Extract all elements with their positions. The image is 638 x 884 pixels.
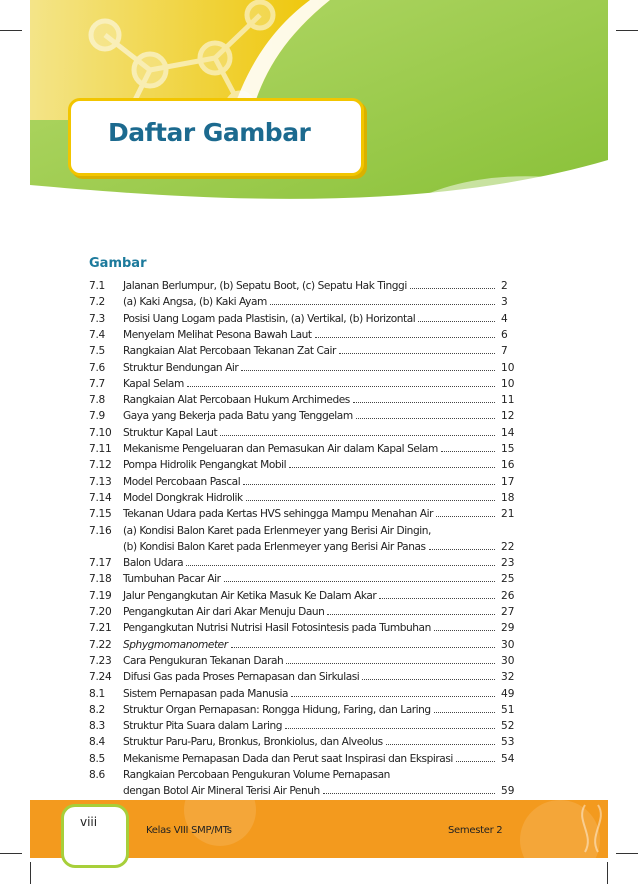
toc-entry-number: 7.11	[89, 443, 112, 455]
toc-entry-page: 12	[501, 410, 515, 423]
dot-leader	[246, 500, 495, 501]
toc-entry-page: 30	[501, 638, 515, 651]
toc-entry-page: 52	[501, 720, 515, 733]
toc-entry	[89, 684, 517, 700]
toc-entry-label: Cara Pengukuran Tekanan Darah	[123, 654, 284, 667]
toc-entry-number: 7.15	[89, 508, 112, 521]
toc-entry	[89, 439, 517, 455]
toc-entry-page: 3	[501, 296, 508, 309]
toc-entry	[89, 586, 517, 602]
toc-entry-number: 8.5	[89, 752, 105, 765]
toc-entry-page: 51	[501, 703, 515, 716]
toc-entry-label: Struktur Pita Suara dalam Laring	[123, 720, 283, 733]
toc-entry	[89, 667, 517, 683]
dot-leader	[434, 630, 495, 631]
toc-entry-label: Pompa Hidrolik Pengangkat Mobil	[123, 459, 287, 472]
dot-leader	[243, 484, 495, 485]
toc-entry-number: 7.13	[89, 475, 112, 488]
toc-entry-label: Struktur Bendungan Air	[123, 361, 239, 374]
toc-entry-number: 7.1	[89, 280, 105, 292]
figure-list	[89, 276, 517, 798]
page-number: viii	[80, 815, 98, 829]
dot-leader	[270, 304, 495, 305]
dot-leader	[285, 728, 495, 729]
toc-entry	[89, 732, 517, 748]
toc-entry-page: 25	[501, 573, 515, 586]
toc-entry	[89, 749, 517, 765]
footer-class-label: Kelas VIII SMP/MTs	[146, 825, 232, 836]
toc-entry	[89, 602, 517, 618]
crop-mark	[30, 862, 31, 884]
toc-entry	[89, 325, 517, 341]
toc-entry-page: 32	[501, 671, 515, 684]
toc-entry	[89, 569, 517, 585]
toc-entry-label: Struktur Paru-Paru, Bronkus, Bronkiolus, dan Alveolus	[123, 736, 383, 749]
toc-entry	[89, 390, 517, 406]
toc-entry	[89, 521, 517, 537]
dot-leader	[434, 712, 495, 713]
dot-leader	[231, 647, 495, 648]
toc-entry-page: 27	[501, 606, 515, 618]
toc-entry-page: 10	[501, 377, 515, 390]
toc-entry	[89, 423, 517, 439]
dot-leader	[441, 451, 495, 452]
dot-leader	[315, 337, 495, 338]
toc-entry-number: 8.2	[89, 703, 105, 716]
toc-entry-label: Mekanisme Pernapasan Dada dan Perut saat Inspirasi dan Ekspirasi	[123, 752, 453, 765]
toc-entry	[89, 537, 517, 553]
toc-entry-number: 7.21	[89, 622, 112, 635]
toc-entry	[89, 276, 517, 292]
toc-entry-number: 8.1	[89, 687, 105, 700]
toc-entry	[89, 504, 517, 520]
dot-leader	[456, 761, 495, 762]
toc-entry-number: 7.3	[89, 312, 105, 325]
toc-entry-page: 16	[501, 459, 515, 472]
dot-leader	[379, 598, 495, 599]
dot-leader	[436, 516, 495, 517]
dot-leader	[362, 679, 495, 680]
toc-entry	[89, 358, 517, 374]
toc-entry-page: 26	[501, 589, 515, 602]
toc-entry	[89, 635, 517, 651]
toc-entry-label: (a) Kondisi Balon Karet pada Erlenmeyer yang Berisi Air Dingin,	[123, 524, 431, 537]
dot-leader	[410, 288, 495, 289]
crop-mark	[607, 862, 608, 884]
toc-entry-label: Rangkaian Alat Percobaan Hukum Archimedes	[123, 394, 350, 407]
toc-entry-label: Jalur Pengangkutan Air Ketika Masuk Ke Dalam Akar	[123, 589, 377, 602]
toc-entry-label: Struktur Organ Pernapasan: Rongga Hidung, Faring, dan Laring	[123, 703, 431, 716]
dot-leader	[323, 793, 495, 794]
toc-entry-page: 14	[501, 426, 515, 439]
crop-mark	[0, 853, 22, 854]
toc-entry-page: 54	[501, 752, 515, 765]
toc-entry-label: (b) Kondisi Balon Karet pada Erlenmeyer yang Berisi Air Panas	[123, 540, 426, 553]
toc-entry-page: 30	[501, 654, 515, 667]
toc-entry	[89, 618, 517, 634]
toc-entry-page: 6	[501, 328, 508, 341]
crop-mark	[616, 853, 638, 854]
toc-entry-number: 7.22	[89, 638, 112, 651]
dot-leader	[429, 549, 495, 550]
toc-entry-number: 7.4	[89, 328, 105, 341]
toc-entry-label: Pengangkutan Air dari Akar Menuju Daun	[123, 606, 325, 618]
toc-entry-label: Model Dongkrak Hidrolik	[123, 491, 243, 504]
toc-entry-label: Jalanan Berlumpur, (b) Sepatu Boot, (c) Sepatu Hak Tinggi	[123, 280, 407, 292]
dot-leader	[418, 321, 495, 322]
toc-entry	[89, 309, 517, 325]
toc-entry-label: Tekanan Udara pada Kertas HVS sehingga Mampu Menahan Air	[123, 508, 434, 521]
page-title: Daftar Gambar	[108, 118, 311, 147]
dot-leader	[386, 744, 495, 745]
toc-entry-page: 29	[501, 622, 515, 635]
toc-entry-number: 7.20	[89, 606, 112, 618]
toc-entry	[89, 406, 517, 422]
toc-entry-page: 15	[501, 443, 515, 455]
toc-entry-number: 7.23	[89, 654, 112, 667]
toc-entry-label: dengan Botol Air Mineral Terisi Air Penuh	[123, 785, 320, 798]
dot-leader	[241, 370, 495, 371]
toc-entry	[89, 553, 517, 569]
toc-entry-label: (a) Kaki Angsa, (b) Kaki Ayam	[123, 296, 267, 309]
toc-entry-number: 7.14	[89, 491, 112, 504]
toc-entry-number: 8.3	[89, 720, 105, 733]
toc-entry-number: 7.7	[89, 377, 105, 390]
toc-entry	[89, 374, 517, 390]
toc-entry-label: Rangkaian Percobaan Pengukuran Volume Pernapasan	[123, 769, 390, 781]
dot-leader	[291, 696, 495, 697]
toc-entry	[89, 700, 517, 716]
dot-leader	[327, 614, 495, 615]
toc-entry-page: 7	[501, 345, 508, 358]
toc-entry-number: 7.18	[89, 573, 112, 586]
toc-entry-label: Posisi Uang Logam pada Plastisin, (a) Vertikal, (b) Horizontal	[123, 312, 416, 325]
toc-entry	[89, 341, 517, 357]
toc-entry	[89, 651, 517, 667]
toc-entry	[89, 716, 517, 732]
toc-entry	[89, 488, 517, 504]
dot-leader	[339, 353, 495, 354]
toc-entry-number: 7.24	[89, 671, 112, 684]
toc-entry	[89, 292, 517, 308]
toc-entry-number: 7.17	[89, 557, 112, 570]
toc-entry-number: 7.9	[89, 410, 105, 423]
footer-semester-label: Semester 2	[448, 825, 503, 836]
toc-entry-number: 7.10	[89, 426, 112, 439]
dot-leader	[286, 663, 495, 664]
toc-entry-page: 10	[501, 361, 515, 374]
toc-entry	[89, 765, 517, 781]
toc-entry-page: 59	[501, 785, 515, 798]
toc-entry-number: 7.5	[89, 345, 105, 358]
dot-leader	[224, 581, 495, 582]
toc-entry-label: Balon Udara	[123, 557, 184, 570]
toc-entry-label: Struktur Kapal Laut	[123, 426, 218, 439]
toc-entry-number: 7.2	[89, 296, 105, 309]
toc-entry	[89, 472, 517, 488]
toc-entry-number: 7.6	[89, 361, 105, 374]
toc-entry-label: Tumbuhan Pacar Air	[123, 573, 221, 586]
toc-entry-page: 4	[501, 312, 508, 325]
toc-entry-label: Gaya yang Bekerja pada Batu yang Tenggelam	[123, 410, 353, 423]
toc-entry-page: 53	[501, 736, 515, 749]
toc-entry-label: Sistem Pernapasan pada Manusia	[123, 687, 289, 700]
toc-entry-label: Rangkaian Alat Percobaan Tekanan Zat Cair	[123, 345, 336, 358]
page-badge	[61, 804, 129, 868]
toc-entry-page: 17	[501, 475, 515, 488]
toc-entry-page: 49	[501, 687, 515, 700]
toc-entry-number: 7.16	[89, 524, 112, 537]
dot-leader	[356, 418, 495, 419]
toc-entry	[89, 781, 517, 797]
toc-entry-label: Pengangkutan Nutrisi Nutrisi Hasil Fotosintesis pada Tumbuhan	[123, 622, 431, 635]
dot-leader	[187, 386, 495, 387]
toc-entry-page: 23	[501, 557, 515, 570]
toc-entry-label: Model Percobaan Pascal	[123, 475, 241, 488]
section-heading: Gambar	[89, 256, 147, 271]
toc-entry-page: 18	[501, 491, 515, 504]
toc-entry-number: 8.6	[89, 769, 105, 781]
toc-entry-number: 7.19	[89, 589, 112, 602]
toc-entry-label: Difusi Gas pada Proses Pernapasan dan Sirkulasi	[123, 671, 360, 684]
toc-entry-page: 11	[501, 394, 515, 407]
toc-entry-label: Kapal Selam	[123, 377, 184, 390]
toc-entry-label: Sphygmomanometer	[123, 638, 228, 651]
toc-entry-number: 7.8	[89, 394, 105, 407]
toc-entry-number: 7.12	[89, 459, 112, 472]
dot-leader	[353, 402, 495, 403]
toc-entry	[89, 455, 517, 471]
toc-entry-page: 21	[501, 508, 515, 521]
dot-leader	[289, 467, 495, 468]
dot-leader	[220, 435, 495, 436]
toc-entry-label: Mekanisme Pengeluaran dan Pemasukan Air dalam Kapal Selam	[123, 443, 438, 455]
toc-entry-page: 22	[501, 540, 515, 553]
toc-entry-page: 2	[501, 280, 508, 292]
toc-entry-number: 8.4	[89, 736, 105, 749]
dot-leader	[186, 565, 495, 566]
toc-entry-label: Menyelam Melihat Pesona Bawah Laut	[123, 328, 312, 341]
